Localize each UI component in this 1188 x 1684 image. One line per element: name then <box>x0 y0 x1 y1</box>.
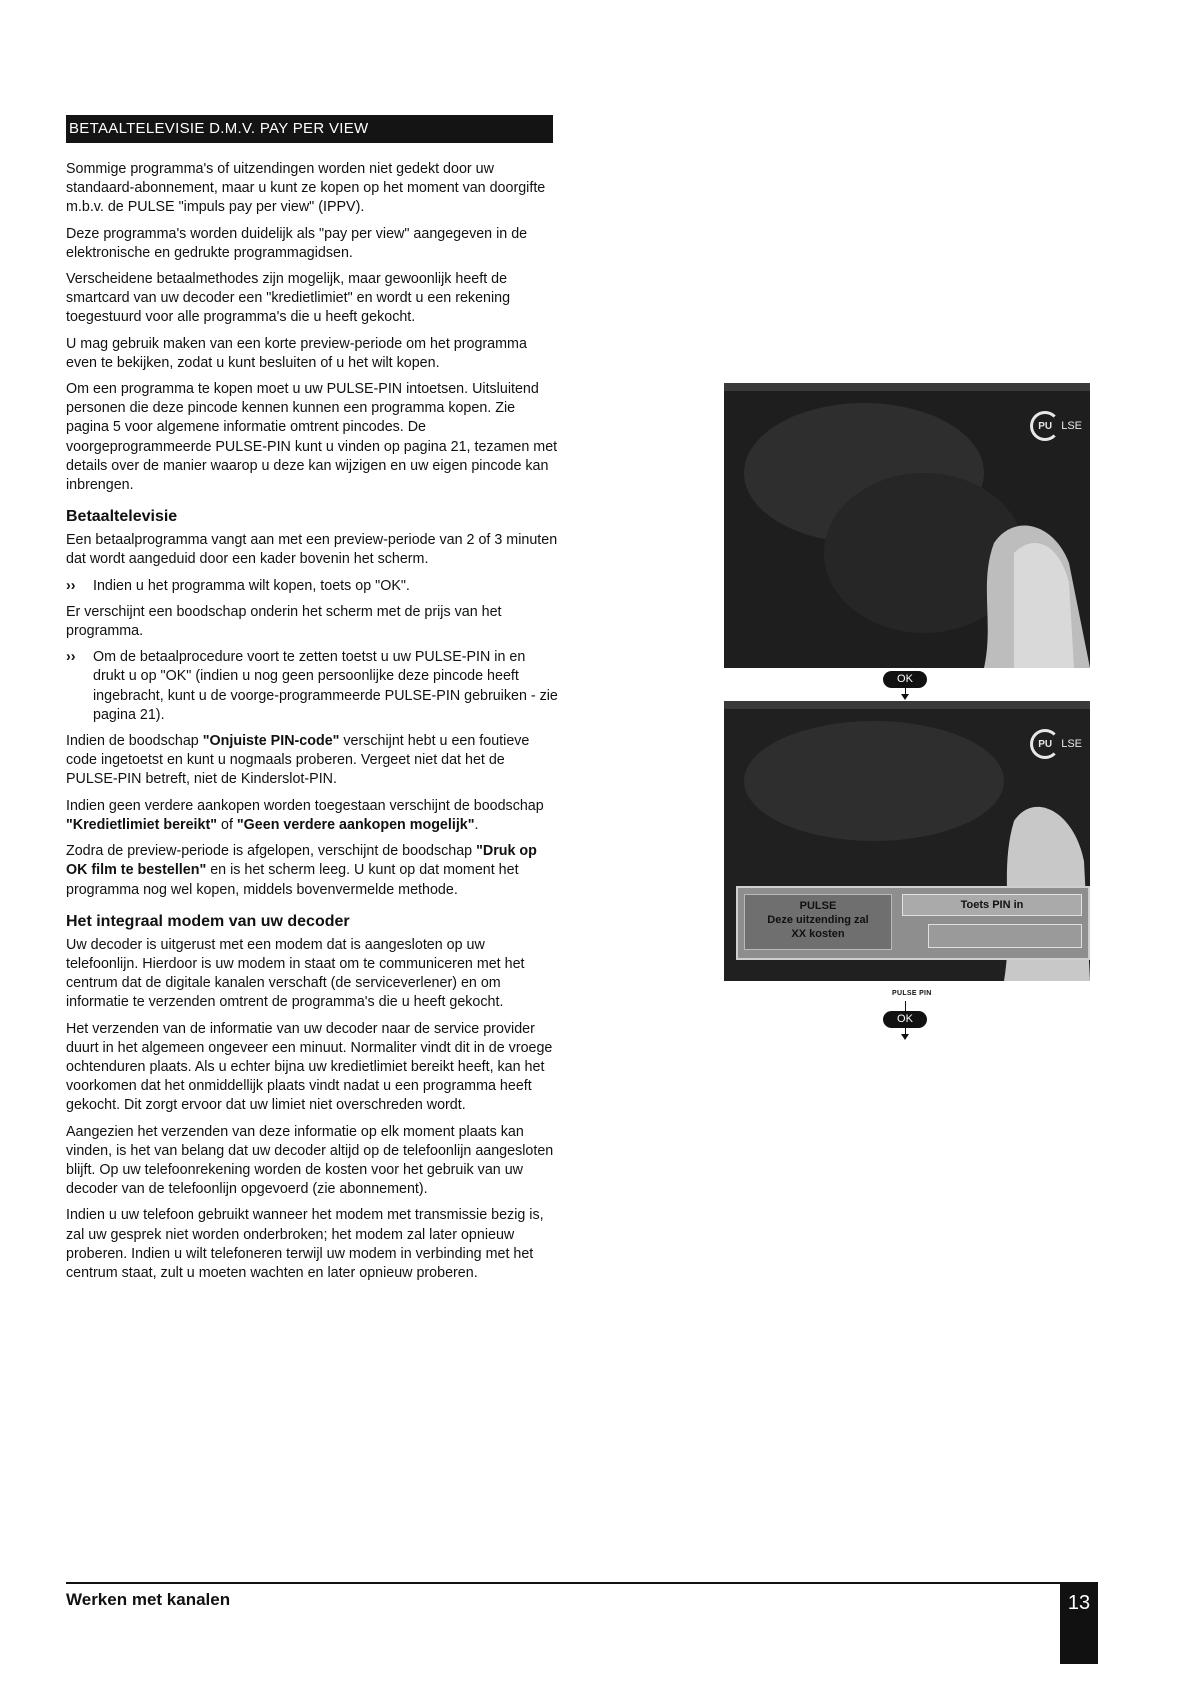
dialog-pin-prompt: Toets PIN in <box>902 894 1082 916</box>
dialog-brand: PULSE <box>799 900 837 912</box>
footer-chapter-title: Werken met kanalen <box>66 1590 231 1609</box>
bold-message: "Druk op OK film te bestellen" <box>66 843 537 879</box>
footer-rule <box>66 1582 1082 1584</box>
arrow-down-icon <box>901 694 909 700</box>
pulse-logo-icon: PU <box>1030 411 1060 441</box>
page-number: 13 <box>1060 1582 1098 1664</box>
text-run: Indien geen verdere aankopen worden toegestaan verschijnt de boodschap <box>66 797 544 814</box>
pulse-logo-text: LSE <box>1061 420 1082 432</box>
pulse-logo <box>1030 411 1082 441</box>
intro-paragraph-5: Om een programma te kopen moet u uw PULSE-PIN intoetsen. Uitsluitend personen die deze pincode kennen kunnen een programma kopen. Zie pagina 5 voor algemene informatie omtrent pincodes. De voorgeprogrammeerde PULSE-PIN kunt u vinden op pagina 21, tezamen met details over de manier waarop u deze kan wijzigen en uw eigen pincode kan inbrengen. <box>66 381 558 494</box>
bullet-enter-pin <box>66 648 558 725</box>
intro-paragraph-4: U mag gebruik maken van een korte preview-periode om het programma even te bekijken, zodat u kunt besluiten of u het wilt kopen. <box>66 335 527 371</box>
intro-paragraph-1: Sommige programma's of uitzendingen worden niet gedekt door uw standaard-abonnement, maar u kunt ze kopen op het moment van doorgifte m.b.v. de PULSE "impuls pay per view" (IPPV). <box>66 161 546 216</box>
ok-button-2[interactable]: OK <box>883 1011 927 1028</box>
ok-button-1[interactable]: OK <box>883 671 927 688</box>
betaal-paragraph-5 <box>66 842 558 900</box>
main-column <box>66 115 558 1290</box>
bold-message: "Kredietlimiet bereikt" <box>66 816 218 833</box>
tv-screen-preview <box>724 383 1090 668</box>
intro-paragraph-2: Deze programma's worden duidelijk als "pay per view" aangegeven in de elektronische en gedrukte programmagidsen. <box>66 225 528 261</box>
text-run: Zodra de preview-periode is afgelopen, verschijnt de boodschap <box>66 843 477 860</box>
dialog-price-message <box>744 894 892 950</box>
heading-betaaltelevisie: Betaaltelevisie <box>66 508 178 526</box>
modem-paragraph-3: Aangezien het verzenden van deze informatie op elk moment plaats kan vinden, is het van belang dat uw decoder altijd op de telefoonlijn aangesloten blijft. Op uw telefoonrekening worden de kosten voor het gebruik van uw decoder van de telefoonlijn opgevoerd (zie abonnement). <box>66 1123 554 1198</box>
arrow-line <box>905 1001 906 1011</box>
text-run: . <box>474 816 479 833</box>
betaal-paragraph-3 <box>66 732 558 790</box>
betaal-paragraph-1: Een betaalprogramma vangt aan met een preview-periode van 2 of 3 minuten dat wordt aangeduid door een kader bovenin het scherm. <box>66 532 558 568</box>
bold-message: "Onjuiste PIN-code" <box>202 733 340 750</box>
bullet-mark: ›› <box>66 649 76 666</box>
intro-paragraph-3: Verscheidene betaalmethodes zijn mogelijk, maar gewoonlijk heeft de smartcard van uw decoder een "kredietlimiet" en wordt u een rekening toegestuurd voor alle programma's die u heeft gekocht. <box>66 271 511 326</box>
bullet-text: Om de betaalprocedure voort te zetten toetst u uw PULSE-PIN in en drukt u op "OK" (indien u nog geen persoonlijke deze pincode heeft ingebracht, kunt u de voorge-programmeerde PULSE-PIN gebruiken - zie pagina 21). <box>93 649 558 723</box>
arrow-down-icon <box>901 1034 909 1040</box>
text-run: verschijnt hebt u een foutieve code ingetoetst en kunt u nogmaals proberen. Vergeet niet dat het de PULSE-PIN betreft, niet de Kinderslot-PIN. <box>66 733 530 788</box>
pulse-logo-icon: PU <box>1030 729 1060 759</box>
dialog-cost: XX kosten <box>791 928 845 940</box>
text-run: of <box>217 816 237 833</box>
betaal-paragraph-4 <box>66 797 558 835</box>
pulse-logo-text: LSE <box>1061 738 1082 750</box>
bullet-buy-ok <box>66 577 558 596</box>
modem-paragraph-2: Het verzenden van de informatie van uw decoder naar de service provider duurt in het algemeen ongeveer een minuut. Normaliter vindt dit in de vroege ochtenduren plaats. Als u echter bijna uw kredietlimiet bereikt heeft, kan het voorkomen dat het onmiddellijk plaats vindt nadat u een programma heeft gekocht. Dit zorgt ervoor dat uw limiet niet overschreden wordt. <box>66 1020 553 1114</box>
betaal-paragraph-2: Er verschijnt een boodschap onderin het scherm met de prijs van het programma. <box>66 603 502 640</box>
section-title-bar: BETAALTELEVISIE D.M.V. PAY PER VIEW <box>66 115 553 143</box>
bullet-mark: ›› <box>66 577 76 594</box>
pulse-pin-label: PULSE PIN <box>892 990 932 997</box>
heading-modem: Het integraal modem van uw decoder <box>66 912 350 930</box>
pin-dialog <box>736 886 1090 960</box>
text-run: en is het scherm leeg. U kunt op dat moment het programma nog wel kopen, middels bovenvermelde methode. <box>66 862 519 898</box>
dialog-line: Deze uitzending zal <box>767 914 869 926</box>
modem-paragraph-1: Uw decoder is uitgerust met een modem dat is aangesloten op uw telefoonlijn. Hierdoor is uw modem in staat om te communiceren met het centrum dat de digitale kanalen verschaft (de serviceverlener) en om informatie te verzenden omtrent de programma's die u heeft gekocht. <box>66 936 525 1011</box>
modem-paragraph-4: Indien u uw telefoon gebruikt wanneer het modem met transmissie bezig is, zal uw gesprek niet worden onderbroken; het modem zal later opnieuw proberen. Indien u wilt telefoneren terwijl uw modem in verbinding met het centrum staat, zult u moeten wachten en later opnieuw proberen. <box>66 1207 544 1281</box>
pulse-logo <box>1030 729 1082 759</box>
bullet-text: Indien u het programma wilt kopen, toets op "OK". <box>93 577 410 594</box>
tv-screen-pin <box>724 701 1090 981</box>
bold-message: "Geen verdere aankopen mogelijk" <box>236 816 475 833</box>
pin-input[interactable] <box>928 924 1082 948</box>
text-run: Indien de boodschap <box>66 733 203 750</box>
